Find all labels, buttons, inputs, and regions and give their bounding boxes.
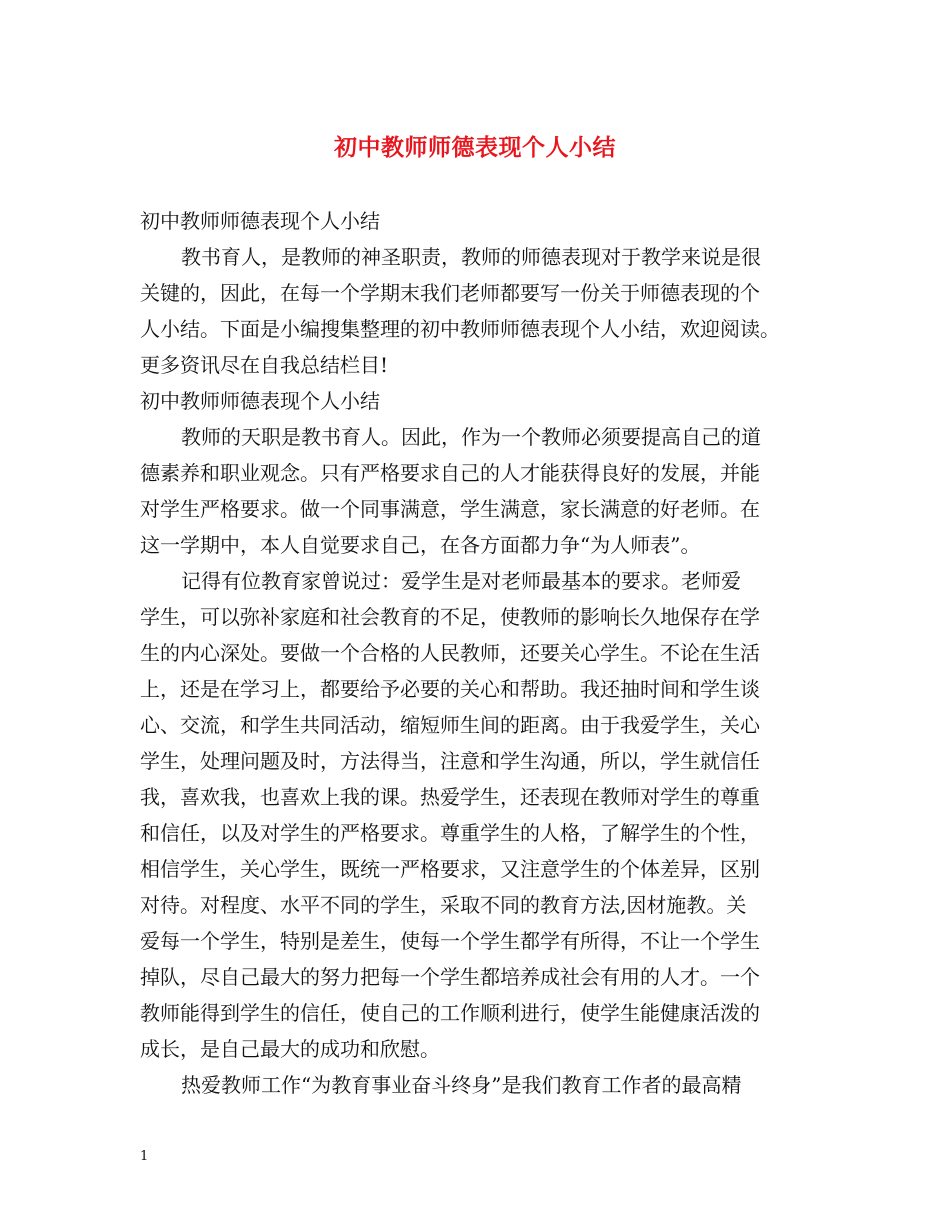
document-title: 初中教师师德表现个人小结: [334, 134, 616, 161]
text-line: 学生，处理问题及时，方法得当，注意和学生沟通，所以，学生就信任: [140, 749, 760, 773]
text-line: 和信任，以及对学生的严格要求。尊重学生的人格，了解学生的个性，: [140, 821, 760, 845]
text-line: 初中教师师德表现个人小结: [140, 209, 380, 233]
document-body: [140, 203, 820, 1103]
text-line: 学生，可以弥补家庭和社会教育的不足，使教师的影响长久地保存在学: [140, 605, 760, 629]
text-line: 我，喜欢我，也喜欢上我的课。热爱学生，还表现在教师对学生的尊重: [140, 785, 760, 809]
text-line: 对待。对程度、水平不同的学生，采取不同的教育方法,因材施教。关: [140, 893, 747, 917]
text-line: 人小结。下面是小编搜集整理的初中教师师德表现个人小结，欢迎阅读。: [140, 317, 780, 341]
text-line: 爱每一个学生，特别是差生，使每一个学生都学有所得，不让一个学生: [140, 929, 760, 953]
text-line: 对学生严格要求。做一个同事满意，学生满意，家长满意的好老师。在: [140, 497, 760, 521]
text-line: 记得有位教育家曾说过：爱学生是对老师最基本的要求。老师爱: [181, 569, 741, 593]
text-line: 热爱教师工作“为教育事业奋斗终身”是我们教育工作者的最高精: [181, 1073, 742, 1097]
text-line: 相信学生，关心学生，既统一严格要求，又注意学生的个体差异，区别: [140, 857, 760, 881]
text-line: 教书育人，是教师的神圣职责，教师的师德表现对于教学来说是很: [181, 245, 761, 269]
text-line: 更多资讯尽在自我总结栏目!: [140, 353, 389, 377]
text-line: 德素养和职业观念。只有严格要求自己的人才能获得良好的发展，并能: [140, 461, 760, 485]
text-line: 心、交流，和学生共同活动，缩短师生间的距离。由于我爱学生，关心: [140, 713, 760, 737]
text-line: 生的内心深处。要做一个合格的人民教师，还要关心学生。不论在生活: [140, 641, 760, 665]
page-number: 1: [140, 1149, 149, 1164]
text-line: 教师能得到学生的信任，使自己的工作顺利进行，使学生能健康活泼的: [140, 1001, 760, 1025]
text-line: 教师的天职是教书育人。因此，作为一个教师必须要提高自己的道: [181, 425, 761, 449]
text-line: 这一学期中，本人自觉要求自己，在各方面都力争“为人师表”。: [140, 533, 701, 557]
text-line: 初中教师师德表现个人小结: [140, 389, 380, 413]
text-line: 上，还是在学习上，都要给予必要的关心和帮助。我还抽时间和学生谈: [140, 677, 760, 701]
text-line: 成长，是自己最大的成功和欣慰。: [140, 1037, 440, 1061]
text-line: 关键的，因此，在每一个学期末我们老师都要写一份关于师德表现的个: [140, 281, 760, 305]
text-line: 掉队，尽自己最大的努力把每一个学生都培养成社会有用的人才。一个: [140, 965, 760, 989]
